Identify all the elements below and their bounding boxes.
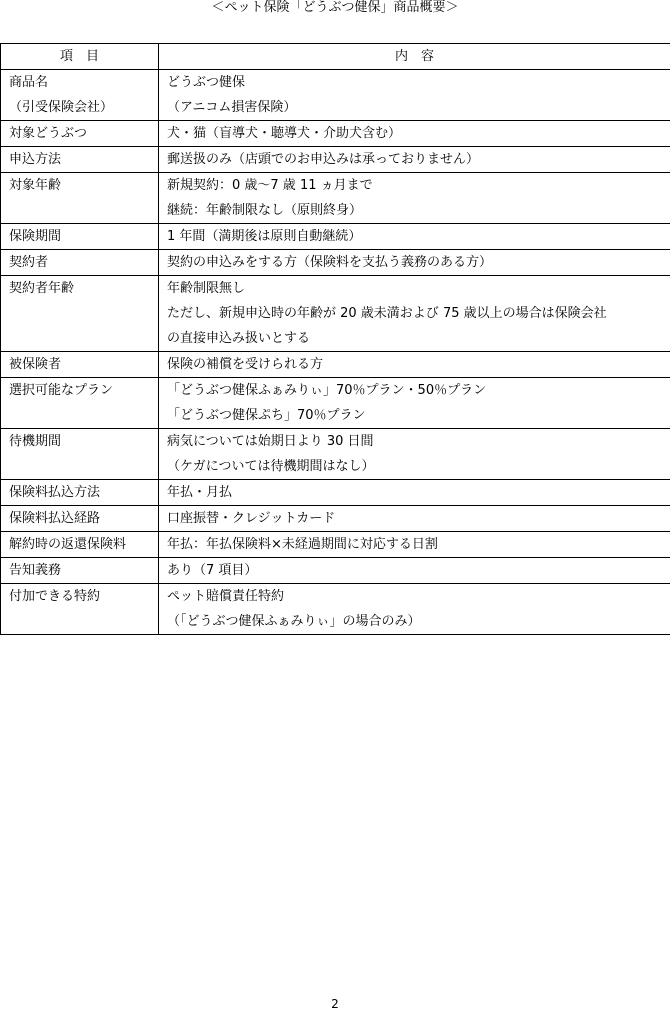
row-content-cell [159,584,670,635]
table-row [1,378,670,429]
row-content-cell [159,250,670,276]
row-item-cell [1,224,159,250]
row-content-line: 犬・猫（盲導犬・聴導犬・介助犬含む） [167,126,402,141]
row-content-line: （アニコム損害保険） [167,100,297,115]
row-item-label: 保険料払込方法 [9,485,101,500]
row-content-cell [159,480,670,506]
row-content-line: 口座振替・クレジットカード [167,511,336,526]
document-title: ＜ペット保険「どうぶつ健保」商品概要＞ [211,0,459,15]
row-item-cell [1,276,159,352]
header-content: 内 容 [159,44,670,70]
row-item-cell [1,429,159,480]
row-content-line: 郵送扱のみ（店頭でのお申込みは承っておりません） [167,152,480,167]
row-content-line: 「どうぶつ健保ぷち」70％プラン [167,408,366,423]
table-row [1,558,670,584]
table-row [1,147,670,173]
row-item-label: 保険期間 [9,229,62,244]
row-content-line: （ケガについては待機期間はなし） [167,459,375,474]
table-row [1,121,670,147]
row-item-cell [1,532,159,558]
row-item-label: 付加できる特約 [9,589,101,604]
row-item-cell [1,558,159,584]
row-item-label: 対象どうぶつ [9,126,88,141]
row-content-line: どうぶつ健保 [167,75,246,90]
row-item-label: 契約者 [9,255,49,270]
row-item-cell [1,506,159,532]
table-row [1,480,670,506]
row-item-label: 解約時の返還保険料 [9,537,127,552]
row-content-line: 新規契約：0 歳～7 歳 11 ヵ月まで [167,178,373,193]
row-item-label: 商品名 [9,75,49,90]
table-row [1,584,670,635]
table-row [1,173,670,224]
table-row [1,276,670,352]
row-content-cell [159,429,670,480]
row-content-line: 年払：年払保険料×未経過期間に対応する日割 [167,537,438,552]
row-item-label: 保険料払込経路 [9,511,101,526]
row-item-label: 申込方法 [9,152,62,167]
row-content-cell [159,378,670,429]
row-content-cell [159,506,670,532]
row-item-cell [1,352,159,378]
row-content-line: 契約の申込みをする方（保険料を支払う義務のある方） [167,255,493,270]
row-item-label: 告知義務 [9,563,62,578]
table-row [1,352,670,378]
row-item-label: 選択可能なプラン [9,383,114,398]
row-content-cell [159,532,670,558]
row-content-line: ペット賠償責任特約 [167,589,285,604]
row-item-label: 契約者年齢 [9,281,75,296]
table-body [1,70,670,635]
row-item-cell [1,378,159,429]
row-item-cell [1,70,159,121]
row-item-cell [1,121,159,147]
table-row [1,429,670,480]
row-content-cell [159,121,670,147]
table-row [1,224,670,250]
row-item-label: 待機期間 [9,434,62,449]
row-content-line: 保険の補償を受けられる方 [167,357,324,372]
row-content-line: 年齢制限無し [167,281,246,296]
row-content-cell [159,276,670,352]
row-content-cell [159,147,670,173]
row-item-cell [1,250,159,276]
row-content-line: あり（7 項目） [167,563,258,578]
table-header-row [1,44,670,70]
row-item-label: 対象年齢 [9,178,62,193]
row-item-label: （引受保険会社） [9,100,114,115]
page-number: 2 [331,997,339,1011]
row-item-label: 被保険者 [9,357,62,372]
row-content-cell [159,70,670,121]
product-summary-table [0,43,670,635]
row-content-line: （「どうぶつ健保ふぁみりぃ」の場合のみ） [167,614,421,629]
row-content-cell [159,224,670,250]
row-content-cell [159,173,670,224]
row-item-cell [1,480,159,506]
row-content-line: 病気については始期日より 30 日間 [167,434,374,449]
row-content-line: 「どうぶつ健保ふぁみりぃ」70％プラン・50％プラン [167,383,487,398]
row-content-line: 1 年間（満期後は原則自動継続） [167,229,362,244]
header-item: 項 目 [1,44,159,70]
row-content-line: 年払・月払 [167,485,233,500]
row-content-line: 継続：年齢制限なし（原則終身） [167,203,363,218]
table-row [1,250,670,276]
table-row [1,70,670,121]
row-content-line: の直接申込み扱いとする [167,331,311,346]
row-item-cell [1,147,159,173]
row-item-cell [1,173,159,224]
table-row [1,506,670,532]
row-content-cell [159,352,670,378]
row-content-cell [159,558,670,584]
table-row [1,532,670,558]
row-item-cell [1,584,159,635]
row-content-line: ただし、新規申込時の年齢が 20 歳未満および 75 歳以上の場合は保険会社 [167,306,607,321]
